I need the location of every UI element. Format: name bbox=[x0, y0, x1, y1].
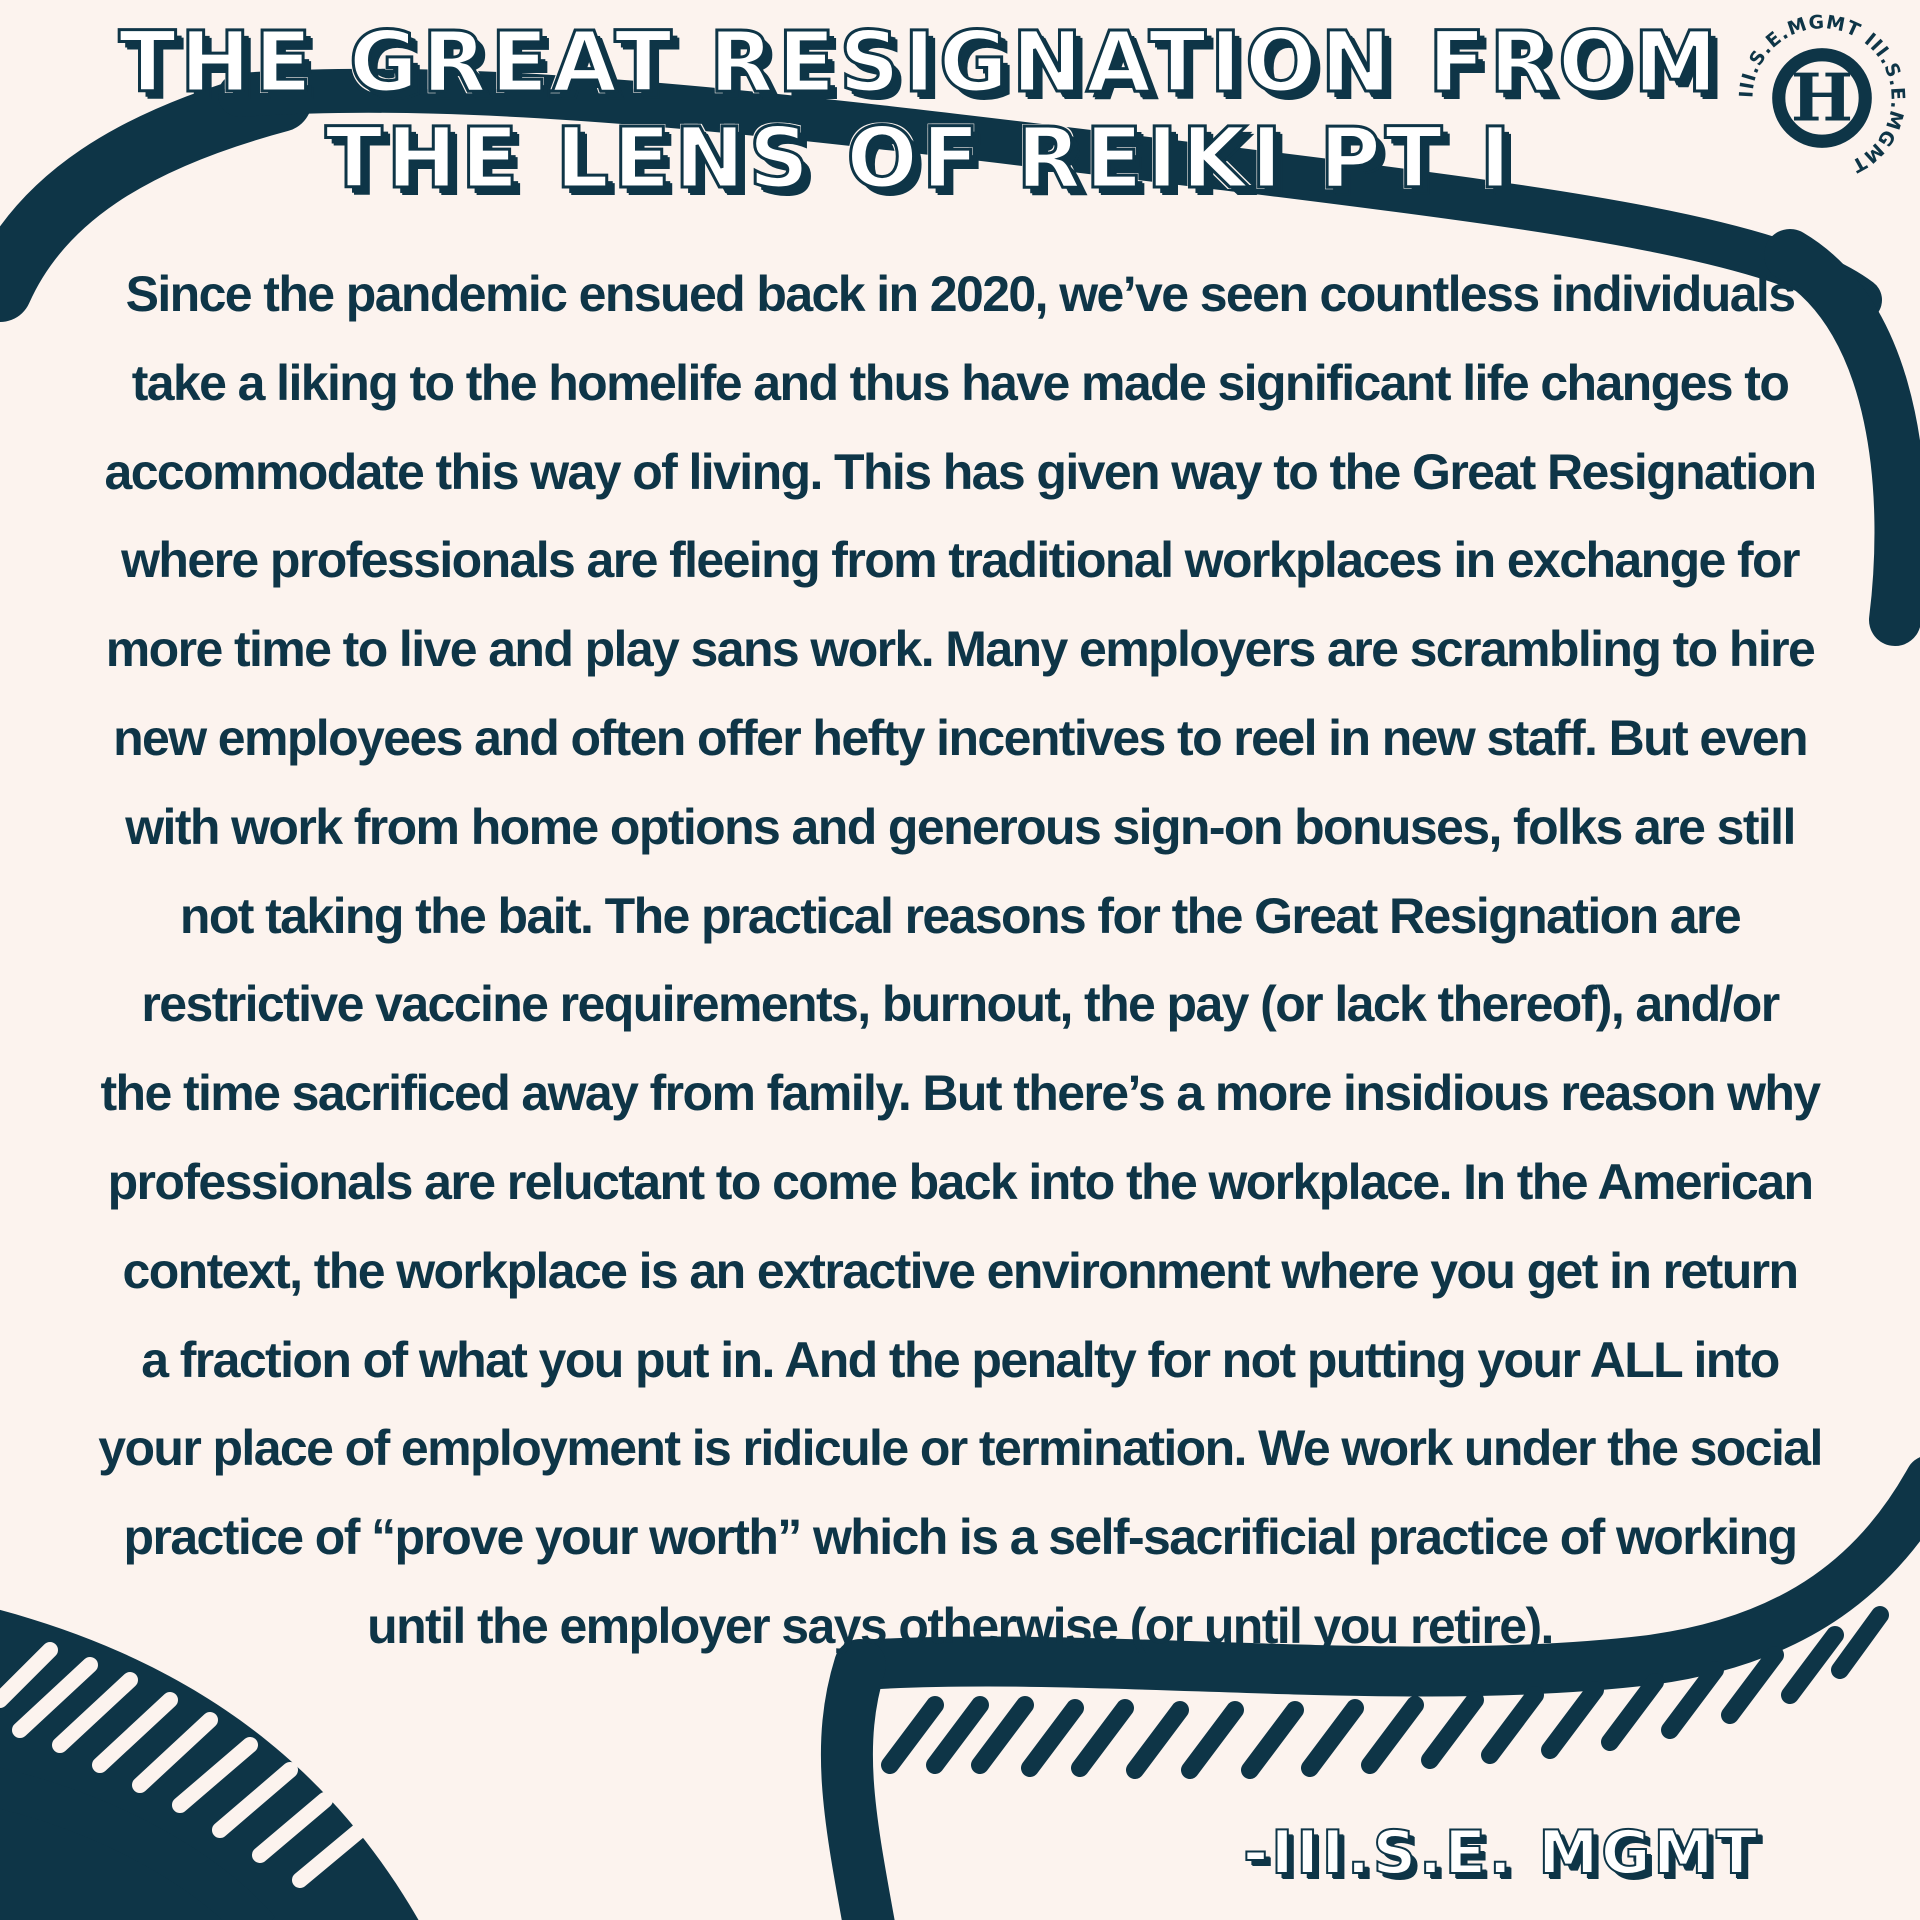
title-line-1: THE GREAT RESIGNATION FROM bbox=[118, 13, 1722, 111]
article-body: Since the pandemic ensued back in 2020, we’ve seen countless individuals take a liking to the homelife and thus have made significant life changes to accommodate this way of living. This has given way to the Great Resignation where professionals are fleeing from traditional workplaces in exchange for more time to live and play sans work. Many employers are scrambling to hire new employees and often offer hefty incentives to reel in new staff. But even with work from home options and generous sign-on bonuses, folks are still not taking the bait. The practical reasons for the Great Resignation are restrictive vaccine requirements, burnout, the pay (or lack thereof), and/or the time sacrificed away from family. But there’s a more insidious reason why professionals are reluctant to come back into the workplace. In the American context, the workplace is an extractive environment where you get in return a fraction of what you put in. And the penalty for not putting your ALL into your place of employment is ridicule or termination. We work under the social practice of “prove your worth” which is a self-sacrificial practice of working until the employer says otherwise (or until you retire). bbox=[98, 266, 1822, 1654]
author-signature: -III.S.E. MGMT bbox=[1243, 1818, 1760, 1888]
page-title bbox=[0, 14, 1840, 206]
title-line-2: THE LENS OF REIKI PT I bbox=[325, 109, 1515, 207]
brand-logo-seal bbox=[1728, 4, 1916, 192]
ribbon-bottom-right-lower bbox=[847, 1665, 870, 1920]
logo-ring-text: III.S.E.MGMT III.S.E.MGMT bbox=[1736, 12, 1908, 177]
logo-monogram: H bbox=[1790, 58, 1854, 137]
